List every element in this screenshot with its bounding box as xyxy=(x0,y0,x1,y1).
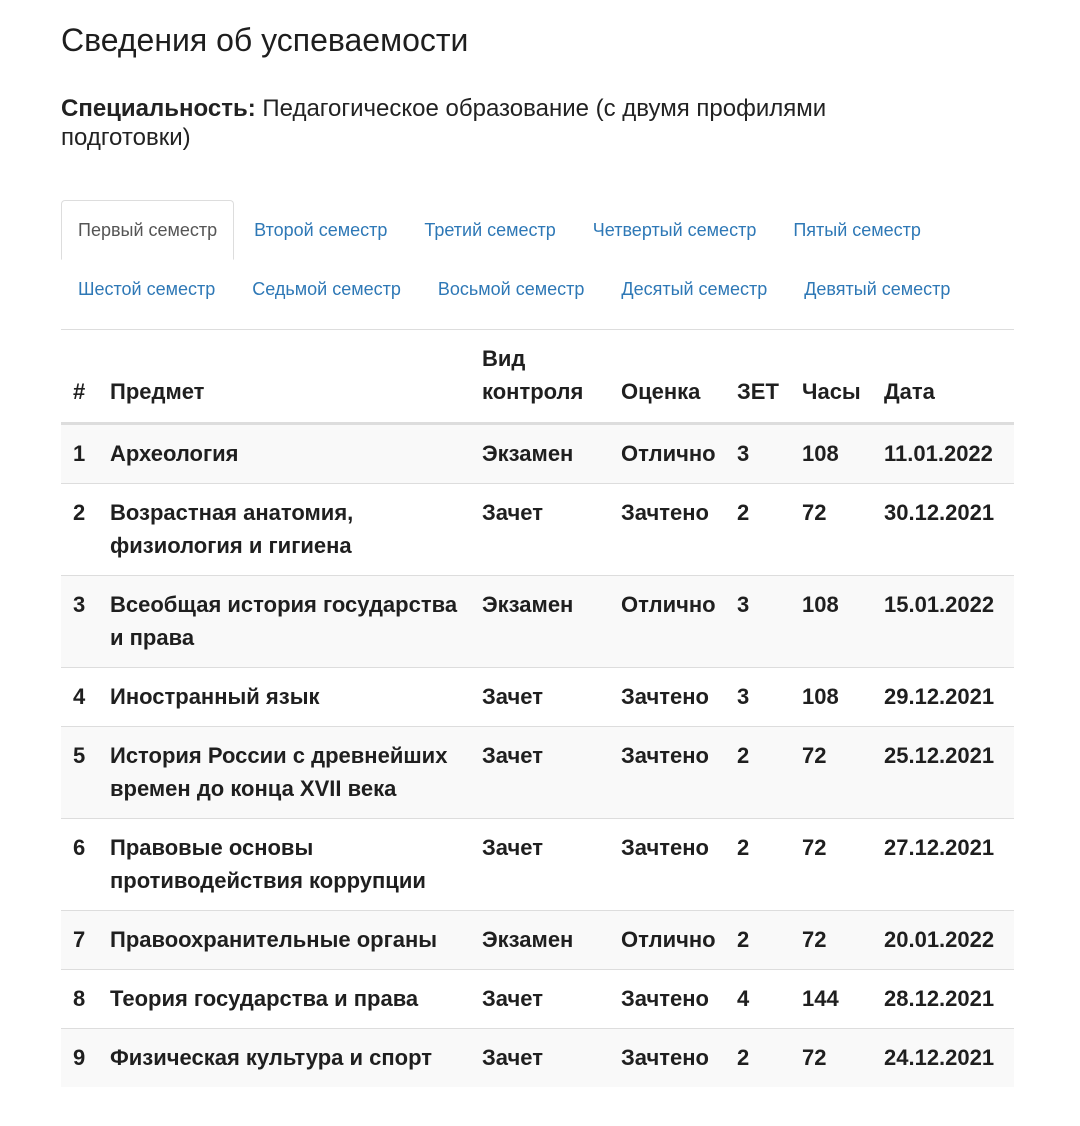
cell-control-type: Зачет xyxy=(482,484,621,576)
cell-number: 6 xyxy=(61,819,110,911)
table-body xyxy=(61,424,1014,1088)
table-row xyxy=(61,424,1014,484)
cell-date: 25.12.2021 xyxy=(884,727,1014,819)
cell-grade: Отлично xyxy=(621,911,737,970)
cell-grade: Зачтено xyxy=(621,819,737,911)
cell-number: 9 xyxy=(61,1029,110,1088)
page-title: Сведения об успеваемости xyxy=(61,22,469,58)
cell-grade: Зачтено xyxy=(621,727,737,819)
cell-hours: 144 xyxy=(802,970,884,1029)
cell-date: 11.01.2022 xyxy=(884,424,1014,484)
table-header xyxy=(61,330,1014,424)
header-zet: ЗЕТ xyxy=(737,330,802,424)
cell-hours: 72 xyxy=(802,484,884,576)
cell-grade: Зачтено xyxy=(621,970,737,1029)
cell-subject: Возрастная анатомия, физиология и гигиена xyxy=(110,484,482,576)
table-row xyxy=(61,970,1014,1029)
grades-table xyxy=(61,330,1014,1087)
table-row xyxy=(61,911,1014,970)
tab-semester-4[interactable]: Четвертый семестр xyxy=(592,220,757,240)
header-hours: Часы xyxy=(802,330,884,424)
cell-subject: Правовые основы противодействия коррупции xyxy=(110,819,482,911)
tab-semester-10[interactable]: Десятый семестр xyxy=(621,279,768,299)
cell-date: 20.01.2022 xyxy=(884,911,1014,970)
cell-zet: 3 xyxy=(737,424,802,484)
tab-semester-6[interactable]: Шестой семестр xyxy=(78,279,216,299)
cell-date: 24.12.2021 xyxy=(884,1029,1014,1088)
specialty-label: Специальность: xyxy=(61,95,256,122)
cell-number: 2 xyxy=(61,484,110,576)
cell-control-type: Зачет xyxy=(482,1029,621,1088)
cell-grade: Зачтено xyxy=(621,1029,737,1088)
cell-zet: 2 xyxy=(737,1029,802,1088)
cell-number: 3 xyxy=(61,576,110,668)
cell-zet: 2 xyxy=(737,911,802,970)
tab-semester-2[interactable]: Второй семестр xyxy=(254,220,388,240)
header-subject: Предмет xyxy=(110,330,482,424)
cell-hours: 108 xyxy=(802,424,884,484)
header-number: # xyxy=(61,330,110,424)
tab-semester-3[interactable]: Третий семестр xyxy=(424,220,556,240)
tab-semester-7[interactable]: Седьмой семестр xyxy=(252,279,401,299)
cell-control-type: Зачет xyxy=(482,819,621,911)
cell-subject: Всеобщая история государства и права xyxy=(110,576,482,668)
table-row xyxy=(61,668,1014,727)
header-date: Дата xyxy=(884,330,1014,424)
cell-hours: 108 xyxy=(802,576,884,668)
cell-grade: Зачтено xyxy=(621,484,737,576)
cell-control-type: Экзамен xyxy=(482,424,621,484)
table-row xyxy=(61,1029,1014,1088)
cell-number: 5 xyxy=(61,727,110,819)
cell-number: 4 xyxy=(61,668,110,727)
cell-zet: 2 xyxy=(737,819,802,911)
cell-date: 15.01.2022 xyxy=(884,576,1014,668)
cell-date: 27.12.2021 xyxy=(884,819,1014,911)
cell-hours: 108 xyxy=(802,668,884,727)
cell-subject: Теория государства и права xyxy=(110,970,482,1029)
grades-table-container xyxy=(61,330,1014,1087)
header-control-type: Вид контроля xyxy=(482,330,621,424)
cell-number: 7 xyxy=(61,911,110,970)
cell-zet: 2 xyxy=(737,727,802,819)
tab-semester-9[interactable]: Девятый семестр xyxy=(804,279,951,299)
cell-zet: 4 xyxy=(737,970,802,1029)
cell-number: 8 xyxy=(61,970,110,1029)
cell-number: 1 xyxy=(61,424,110,484)
semester-tabs xyxy=(61,200,1014,330)
cell-control-type: Зачет xyxy=(482,668,621,727)
cell-subject: Физическая культура и спорт xyxy=(110,1029,482,1088)
cell-control-type: Экзамен xyxy=(482,576,621,668)
cell-date: 30.12.2021 xyxy=(884,484,1014,576)
cell-hours: 72 xyxy=(802,819,884,911)
cell-date: 28.12.2021 xyxy=(884,970,1014,1029)
table-row xyxy=(61,727,1014,819)
cell-hours: 72 xyxy=(802,727,884,819)
cell-control-type: Зачет xyxy=(482,970,621,1029)
specialty-value: Педагогическое образование (с двумя профилями подготовки) xyxy=(61,95,827,151)
header-row xyxy=(61,330,1014,424)
table-row xyxy=(61,484,1014,576)
cell-control-type: Зачет xyxy=(482,727,621,819)
cell-zet: 2 xyxy=(737,484,802,576)
table-row xyxy=(61,819,1014,911)
cell-subject: Археология xyxy=(110,424,482,484)
tab-semester-1[interactable]: Первый семестр xyxy=(61,200,234,260)
cell-date: 29.12.2021 xyxy=(884,668,1014,727)
cell-control-type: Экзамен xyxy=(482,911,621,970)
tab-semester-5[interactable]: Пятый семестр xyxy=(793,220,921,240)
cell-zet: 3 xyxy=(737,668,802,727)
cell-grade: Отлично xyxy=(621,576,737,668)
cell-subject: История России с древнейших времен до конца XVII века xyxy=(110,727,482,819)
cell-hours: 72 xyxy=(802,1029,884,1088)
cell-subject: Иностранный язык xyxy=(110,668,482,727)
tab-semester-8[interactable]: Восьмой семестр xyxy=(437,279,585,299)
table-row xyxy=(61,576,1014,668)
cell-grade: Зачтено xyxy=(621,668,737,727)
cell-hours: 72 xyxy=(802,911,884,970)
specialty-info xyxy=(61,94,941,152)
tab-row-2 xyxy=(61,259,970,317)
cell-subject: Правоохранительные органы xyxy=(110,911,482,970)
tab-row-1 xyxy=(61,200,941,258)
cell-grade: Отлично xyxy=(621,424,737,484)
cell-zet: 3 xyxy=(737,576,802,668)
header-grade: Оценка xyxy=(621,330,737,424)
